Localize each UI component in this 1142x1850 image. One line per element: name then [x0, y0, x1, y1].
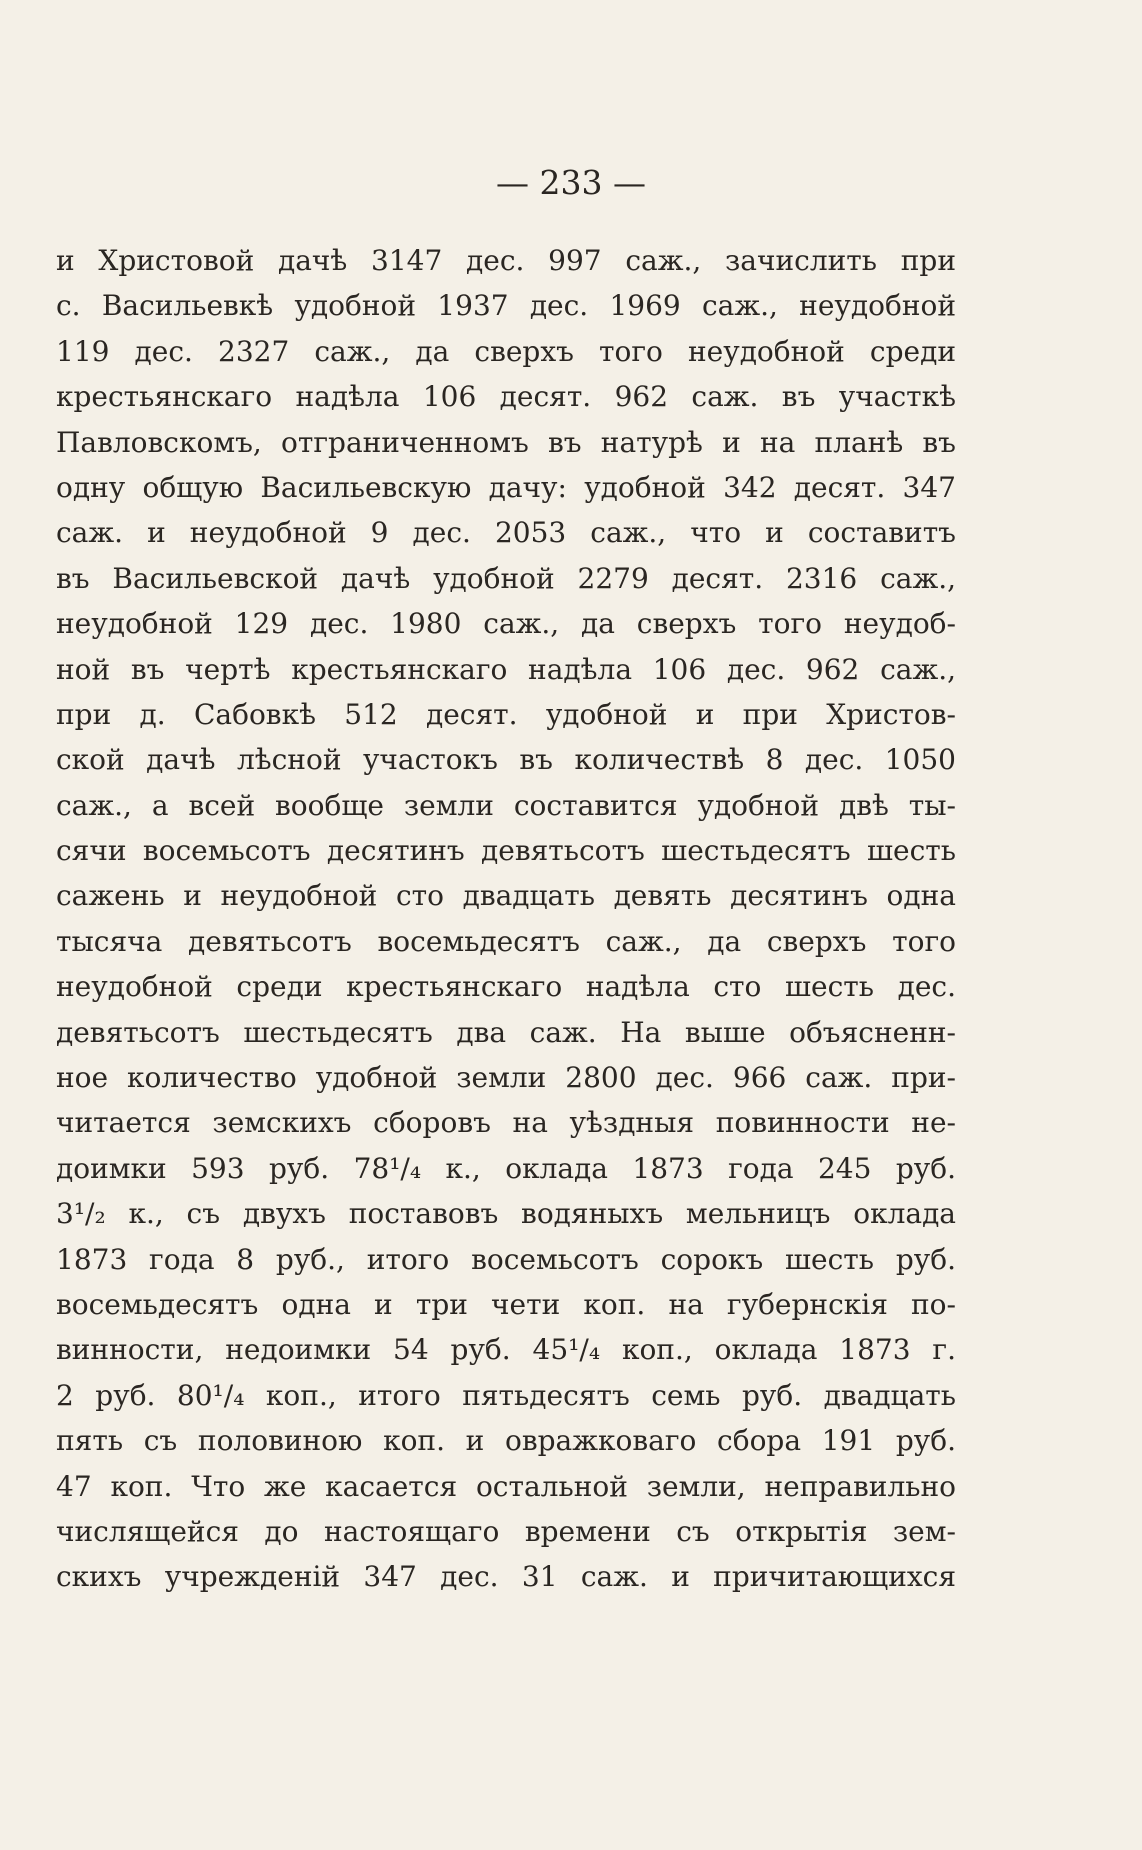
text-line-17: неудобной среди крестьянскаго надѣла сто шесть дес. — [56, 970, 956, 1004]
text-line-6: одну общую Васильевскую дачу: удобной 342 десят. 347 — [56, 470, 956, 504]
text-line-13: саж., а всей вообще земли составится удобной двѣ ты- — [56, 788, 956, 822]
text-line-27: пять съ половиною коп. и овражковаго сбора 191 руб. — [56, 1424, 956, 1458]
page-number: — 233 — — [496, 163, 646, 202]
text-line-1: и Христовой дачѣ 3147 дес. 997 саж., зачислить при — [56, 244, 956, 277]
text-line-4: крестьянскаго надѣла 106 десят. 962 саж. въ участкѣ — [56, 380, 956, 414]
text-line-22: 3¹/₂ к., съ двухъ поставовъ водяныхъ мельницъ оклада — [56, 1197, 956, 1231]
text-line-25: винности, недоимки 54 руб. 45¹/₄ коп., оклада 1873 г. — [56, 1333, 956, 1367]
text-line-9: неудобной 129 дес. 1980 саж., да сверхъ того неудоб- — [56, 607, 956, 641]
text-line-28: 47 коп. Что же касается остальной земли, неправильно — [56, 1469, 956, 1503]
body-text — [56, 238, 956, 1600]
text-line-30: скихъ учрежденій 347 дес. 31 саж. и причитающихся — [56, 1560, 956, 1594]
text-line-21: доимки 593 руб. 78¹/₄ к., оклада 1873 года 245 руб. — [56, 1151, 956, 1185]
text-line-29: числящейся до настоящаго времени съ открытія зем- — [56, 1514, 956, 1548]
text-line-11: при д. Сабовкѣ 512 десят. удобной и при Христов- — [56, 697, 956, 731]
text-line-8: въ Васильевской дачѣ удобной 2279 десят. 2316 саж., — [56, 561, 956, 595]
text-line-10: ной въ чертѣ крестьянскаго надѣла 106 дес. 962 саж., — [56, 652, 956, 686]
text-line-5: Павловскомъ, отграниченномъ въ натурѣ и на планѣ въ — [56, 425, 956, 459]
text-line-23: 1873 года 8 руб., итого восемьсотъ сорокъ шесть руб. — [56, 1242, 956, 1276]
text-line-18: девятьсотъ шестьдесятъ два саж. На выше объясненн- — [56, 1015, 956, 1049]
text-line-16: тысяча девятьсотъ восемьдесятъ саж., да сверхъ того — [56, 924, 956, 958]
text-line-7: саж. и неудобной 9 дес. 2053 саж., что и составитъ — [56, 516, 956, 550]
text-line-19: ное количество удобной земли 2800 дес. 966 саж. при- — [56, 1061, 956, 1095]
text-line-3: 119 дес. 2327 саж., да сверхъ того неудобной среди — [56, 334, 956, 368]
text-line-2: с. Васильевкѣ удобной 1937 дес. 1969 саж., неудобной — [56, 289, 956, 323]
text-line-26: 2 руб. 80¹/₄ коп., итого пятьдесятъ семь руб. двадцать — [56, 1378, 956, 1412]
text-line-24: восемьдесятъ одна и три чети коп. на губернскія по- — [56, 1287, 956, 1321]
text-line-12: ской дачѣ лѣсной участокъ въ количествѣ 8 дес. 1050 — [56, 743, 956, 777]
text-line-20: читается земскихъ сборовъ на уѣздныя повинности не- — [56, 1106, 956, 1140]
text-line-15: сажень и неудобной сто двадцать девять десятинъ одна — [56, 879, 956, 913]
text-line-14: сячи восемьсотъ десятинъ девятьсотъ шестьдесятъ шесть — [56, 834, 956, 868]
